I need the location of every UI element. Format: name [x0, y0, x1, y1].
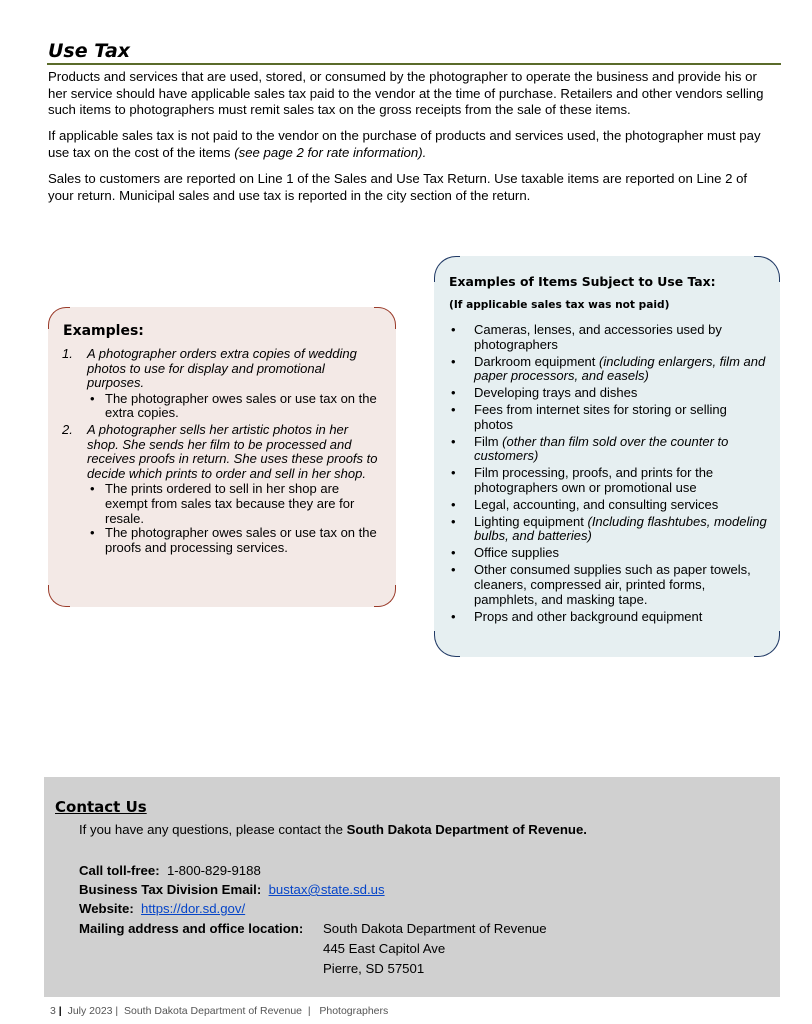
example-item [62, 347, 382, 421]
contact-intro-text: If you have any questions, please contact the [79, 822, 347, 837]
item-text: Other consumed supplies such as paper towels, cleaners, compressed air, printed forms, pamphlets, and masking tape. [474, 562, 751, 607]
list-item [449, 546, 767, 561]
footer-separator: | [58, 1005, 62, 1017]
items-list [449, 323, 767, 627]
example-item [62, 423, 382, 555]
list-item [449, 563, 767, 607]
mailing-label: Mailing address and office location: [79, 921, 304, 936]
examples-box [48, 307, 396, 607]
box-corner [374, 307, 396, 329]
contact-phone [79, 863, 261, 879]
list-item [449, 515, 767, 544]
box-corner [374, 585, 396, 607]
list-item [449, 435, 767, 464]
example-number: 2. [62, 421, 73, 437]
footer-date: July 2023 [67, 1005, 113, 1017]
contact-intro [79, 822, 587, 838]
website-link[interactable]: https://dor.sd.gov/ [141, 901, 246, 916]
example-bullets [87, 482, 382, 555]
list-item [449, 403, 767, 432]
phone-number: 1-800-829-9188 [166, 863, 261, 878]
contact-section [44, 777, 780, 997]
item-text: Film processing, proofs, and prints for the photographers own or promotional use [474, 465, 714, 495]
title-divider [47, 63, 781, 65]
item-note: (other than film sold over the counter to customers) [474, 433, 729, 464]
example-bullet: • The photographer owes sales or use tax on the proofs and processing services. [87, 526, 382, 555]
box-corner [48, 585, 70, 607]
page-number: 3 [50, 1005, 56, 1017]
paragraph-2-text: If applicable sales tax is not paid to the vendor on the purchase of products and services used, the photographer must pay use tax on the cost of the items [48, 128, 761, 160]
box-corner [434, 631, 460, 657]
footer-topic: Photographers [319, 1005, 389, 1017]
list-item [449, 386, 767, 401]
list-item [449, 498, 767, 513]
items-subject-box [434, 256, 780, 657]
example-text: A photographer sells her artistic photos in her shop. She sends her film to be processed and receives proofs in return. She uses these proofs to decide which prints to order and sell in her shop. [87, 421, 378, 481]
item-note: (Including flashtubes, modeling bulbs, and batteries) [474, 513, 767, 544]
email-label: Business Tax Division Email: [79, 882, 262, 897]
box-corner [754, 631, 780, 657]
address-line: Pierre, SD 57501 [323, 961, 425, 976]
paragraph-2-note: (see page 2 for rate information). [234, 144, 427, 160]
use-tax-paragraph-1: Products and services that are used, stored, or consumed by the photographer to operate the business and provide his or her service should have applicable sales tax paid to the vendor at the time of purchase. Retailers and other vendors selling such items to photographers must remit sales tax on the gross receipts from the sale of these items. [48, 69, 764, 117]
examples-list [62, 347, 382, 557]
examples-heading: Examples: [63, 323, 144, 339]
item-text: Developing trays and dishes [474, 385, 638, 401]
website-label: Website: [79, 901, 134, 916]
box-corner [754, 256, 780, 282]
address-line: South Dakota Department of Revenue [323, 921, 547, 936]
address-line: 445 East Capitol Ave [323, 941, 446, 956]
item-text: Props and other background equipment [474, 608, 703, 624]
use-tax-paragraph-2 [48, 128, 776, 161]
item-text: Darkroom equipment [474, 353, 599, 369]
item-text: Lighting equipment [474, 513, 588, 529]
contact-mailing-label [79, 921, 303, 937]
example-bullet: • The photographer owes sales or use tax on the extra copies. [87, 392, 382, 421]
contact-website [79, 901, 245, 917]
phone-label: Call toll-free: [79, 863, 160, 878]
contact-org: South Dakota Department of Revenue. [346, 822, 587, 837]
list-item [449, 610, 767, 625]
contact-email [79, 882, 385, 898]
item-note: (including enlargers, film and paper processors, and easels) [474, 353, 766, 384]
item-text: Film [474, 433, 503, 449]
list-item [449, 466, 767, 495]
page-footer: 3 | July 2023 | South Dakota Department of Revenue | Photographers [50, 1005, 389, 1017]
item-text: Fees from internet sites for storing or selling photos [474, 402, 727, 432]
item-text: Cameras, lenses, and accessories used by photographers [474, 322, 722, 352]
example-bullet: • The prints ordered to sell in her shop are exempt from sales tax because they are for resale. [87, 482, 382, 526]
item-text: Office supplies [474, 545, 560, 561]
footer-org: South Dakota Department of Revenue [124, 1005, 303, 1017]
list-item [449, 323, 767, 352]
email-link[interactable]: bustax@state.sd.us [268, 882, 385, 897]
example-text: A photographer orders extra copies of wedding photos to use for display and promotional purposes. [87, 346, 357, 391]
example-bullets [87, 392, 382, 421]
section-title: Use Tax [48, 40, 131, 62]
contact-title: Contact Us [55, 798, 147, 816]
list-item [449, 355, 767, 384]
items-subheading: (If applicable sales tax was not paid) [449, 299, 670, 311]
items-heading: Examples of Items Subject to Use Tax: [449, 274, 716, 289]
example-number: 1. [62, 346, 73, 361]
item-text: Legal, accounting, and consulting services [474, 496, 719, 512]
use-tax-paragraph-3: Sales to customers are reported on Line 1 of the Sales and Use Tax Return. Use taxable items are reported on Line 2 of your return. Municipal sales and use tax is reported in the city section of the return. [48, 171, 748, 203]
